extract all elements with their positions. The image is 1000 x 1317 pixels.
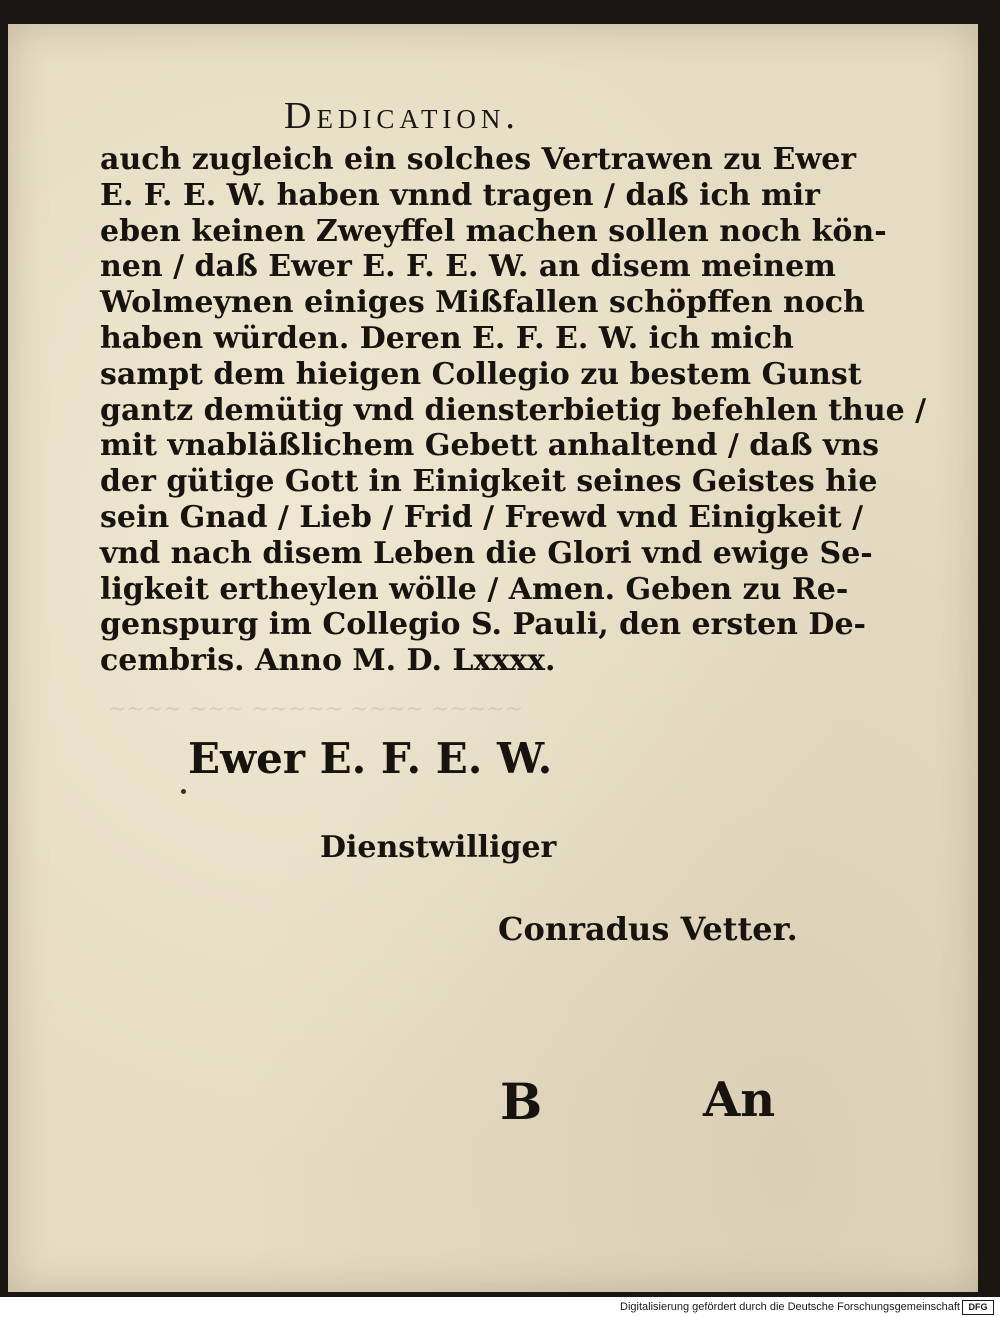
- bleed-through-text: ~~~~ ~~~ ~~~~~ ~~~~ ~~~~~: [108, 697, 524, 722]
- body-line: genspurg im Collegio S. Pauli, den ersten De-: [100, 607, 866, 643]
- closing-word: Dienstwilliger: [320, 830, 557, 865]
- dfg-logo: DFG: [962, 1300, 994, 1315]
- body-line: haben würden. Deren E. F. E. W. ich mich: [100, 320, 794, 356]
- body-line: vnd nach disem Leben die Glori vnd ewige Se-: [100, 535, 873, 571]
- footer-bar: [0, 1298, 1000, 1317]
- page-header: Dedication.: [284, 95, 520, 137]
- body-line: mit vnabläßlichem Gebett anhaltend / daß vns: [100, 428, 880, 464]
- body-line: sampt dem hieigen Collegio zu bestem Gunst: [100, 356, 862, 392]
- salutation: Ewer E. F. E. W.: [188, 734, 553, 783]
- body-line: sein Gnad / Lieb / Frid / Frewd vnd Einigkeit /: [100, 499, 864, 535]
- signature: Conradus Vetter.: [498, 910, 798, 948]
- funding-credit: Digitalisierung gefördert durch die Deutsche Forschungsgemeinschaft: [620, 1301, 960, 1313]
- body-line: eben keinen Zweyffel machen sollen noch kön-: [100, 213, 887, 249]
- body-line: der gütige Gott in Einigkeit seines Geistes hie: [100, 464, 878, 500]
- catchword: An: [703, 1072, 776, 1128]
- book-page: [8, 24, 978, 1292]
- dedication-body: [100, 142, 927, 679]
- body-line: cembris. Anno M. D. Lxxxx.: [100, 643, 556, 679]
- ink-dot: [181, 789, 186, 794]
- body-line: ligkeit ertheylen wölle / Amen. Geben zu Re-: [100, 571, 849, 607]
- body-line: auch zugleich ein solches Vertrawen zu Ewer: [100, 142, 857, 177]
- body-line: Wolmeynen einiges Mißfallen schöpffen noch: [100, 285, 865, 321]
- body-line: gantz demütig vnd diensterbietig befehlen thue /: [100, 392, 927, 428]
- body-line: nen / daß Ewer E. F. E. W. an disem meinem: [100, 249, 836, 285]
- body-line: E. F. E. W. haben vnnd tragen / daß ich mir: [100, 177, 820, 213]
- signature-mark: B: [500, 1072, 543, 1131]
